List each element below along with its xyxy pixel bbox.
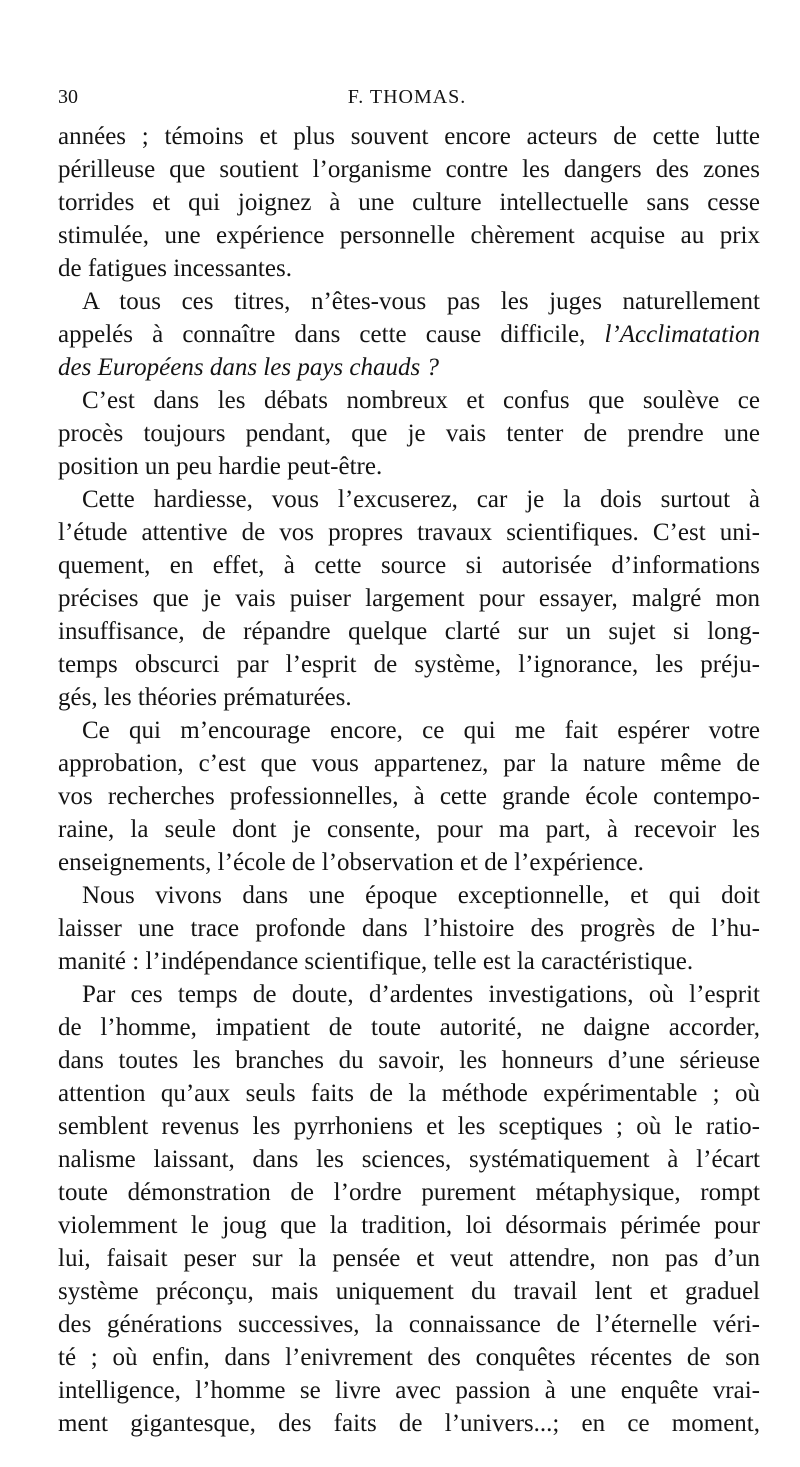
text-line-content: intelligence, l’homme se livre avec passion à une enquête vrai-	[58, 1377, 760, 1404]
text-line-content: Cette hardiesse, vous l’excuserez, car je la dois surtout à	[82, 486, 760, 513]
text-line	[58, 120, 760, 153]
text-line-content: de fatigues incessantes.	[58, 255, 292, 282]
text-line	[58, 1209, 760, 1242]
text-line	[58, 813, 760, 846]
text-line-content: Par ces temps de doute, d’ardentes investigations, où l’esprit	[82, 981, 760, 1008]
text-line	[58, 780, 760, 813]
italic-title-text: des Européens dans les pays chauds ?	[58, 354, 439, 381]
text-line	[58, 681, 760, 714]
running-head: F. THOMAS.	[347, 86, 467, 108]
text-line	[58, 978, 760, 1011]
text-line	[58, 1407, 760, 1440]
text-line	[58, 1176, 760, 1209]
text-line-content: vos recherches professionnelles, à cette grande école contempo-	[58, 783, 760, 810]
text-line-content: périlleuse que soutient l’organisme contre les dangers des zones	[58, 156, 760, 183]
text-line-content: raine, la seule dont je consente, pour ma part, à recevoir les	[58, 816, 760, 843]
text-line	[58, 1044, 760, 1077]
text-line-content: manité : l’indépendance scientifique, telle est la caractéristique.	[58, 948, 694, 975]
text-line	[58, 648, 760, 681]
italic-title-text: l’Acclimatation	[604, 321, 760, 348]
text-line-content: C’est dans les débats nombreux et confus que soulève ce	[82, 387, 760, 414]
text-line	[58, 153, 760, 186]
text-line-content: semblent revenus les pyrrhoniens et les sceptiques ; où le ratio-	[58, 1113, 760, 1140]
text-line	[58, 582, 760, 615]
text-line-content: A tous ces titres, n’êtes-vous pas les juges naturellement	[82, 288, 760, 315]
text-line	[58, 1110, 760, 1143]
text-line-content: quement, en effet, à cette source si autorisée d’informations	[58, 552, 760, 579]
text-line	[58, 1374, 760, 1407]
text-line-content: ment gigantesque, des faits de l’univers...; en ce moment,	[58, 1410, 760, 1437]
text-line	[58, 945, 760, 978]
text-line	[58, 1011, 760, 1044]
text-line	[58, 1275, 760, 1308]
text-line	[58, 1308, 760, 1341]
text-line-content: stimulée, une expérience personnelle chèrement acquise au prix	[58, 222, 760, 249]
text-line	[58, 417, 760, 450]
text-line-content: enseignements, l’école de l’observation et de l’expérience.	[58, 849, 644, 876]
text-line	[58, 252, 760, 285]
text-line-content: insuffisance, de répandre quelque clarté sur un sujet si long-	[58, 618, 760, 645]
page-header	[58, 86, 756, 112]
text-line-content: gés, les théories prématurées.	[58, 684, 352, 711]
text-line-content: temps obscurci par l’esprit de système, l’ignorance, les préju-	[58, 651, 760, 678]
text-line-content: l’étude attentive de vos propres travaux scientifiques. C’est uni-	[58, 519, 760, 546]
text-line	[58, 384, 760, 417]
text-line-content: système préconçu, mais uniquement du travail lent et graduel	[58, 1278, 760, 1305]
text-line	[58, 186, 760, 219]
text-line	[58, 285, 760, 318]
page-number: 30	[58, 86, 78, 108]
text-line-content: approbation, c’est que vous appartenez, par la nature même de	[58, 750, 760, 777]
text-line-content: violemment le joug que la tradition, loi désormais périmée pour	[58, 1212, 760, 1239]
text-line-content: Ce qui m’encourage encore, ce qui me fait espérer votre	[82, 717, 760, 744]
text-line	[58, 1242, 760, 1275]
text-line-content: appelés à connaître dans cette cause difficile,	[58, 321, 605, 348]
text-line	[58, 615, 760, 648]
text-line	[58, 483, 760, 516]
text-line-content: nalisme laissant, dans les sciences, systématiquement à l’écart	[58, 1146, 760, 1173]
text-line-content: laisser une trace profonde dans l’histoire des progrès de l’hu-	[58, 915, 760, 942]
text-line	[58, 1341, 760, 1374]
text-line-content: Nous vivons dans une époque exceptionnelle, et qui doit	[82, 882, 760, 909]
text-line-content: de l’homme, impatient de toute autorité, ne daigne accorder,	[58, 1014, 760, 1041]
text-line	[58, 549, 760, 582]
body-text	[58, 120, 760, 1440]
text-line	[58, 879, 760, 912]
text-line	[58, 351, 760, 384]
text-line-content: dans toutes les branches du savoir, les honneurs d’une sérieuse	[58, 1047, 760, 1074]
text-line-content: procès toujours pendant, que je vais tenter de prendre une	[58, 420, 760, 447]
text-line-content: toute démonstration de l’ordre purement métaphysique, rompt	[58, 1179, 760, 1206]
text-line-content: position un peu hardie peut-être.	[58, 453, 383, 480]
text-line	[58, 747, 760, 780]
text-line	[58, 912, 760, 945]
text-line	[58, 450, 760, 483]
text-line	[58, 846, 760, 879]
text-line-content: années ; témoins et plus souvent encore acteurs de cette lutte	[58, 123, 760, 150]
text-line	[58, 1077, 760, 1110]
text-line	[58, 516, 760, 549]
text-line	[58, 318, 760, 351]
text-line-content: torrides et qui joignez à une culture intellectuelle sans cesse	[58, 189, 760, 216]
text-line-content: attention qu’aux seuls faits de la méthode expérimentable ; où	[58, 1080, 760, 1107]
text-line	[58, 714, 760, 747]
text-line	[58, 1143, 760, 1176]
text-line-content: lui, faisait peser sur la pensée et veut attendre, non pas d’un	[58, 1245, 760, 1272]
text-line-content: té ; où enfin, dans l’enivrement des conquêtes récentes de son	[58, 1344, 760, 1371]
text-line	[58, 219, 760, 252]
text-line-content: précises que je vais puiser largement pour essayer, malgré mon	[58, 585, 760, 612]
text-line-content: des générations successives, la connaissance de l’éternelle véri-	[58, 1311, 760, 1338]
